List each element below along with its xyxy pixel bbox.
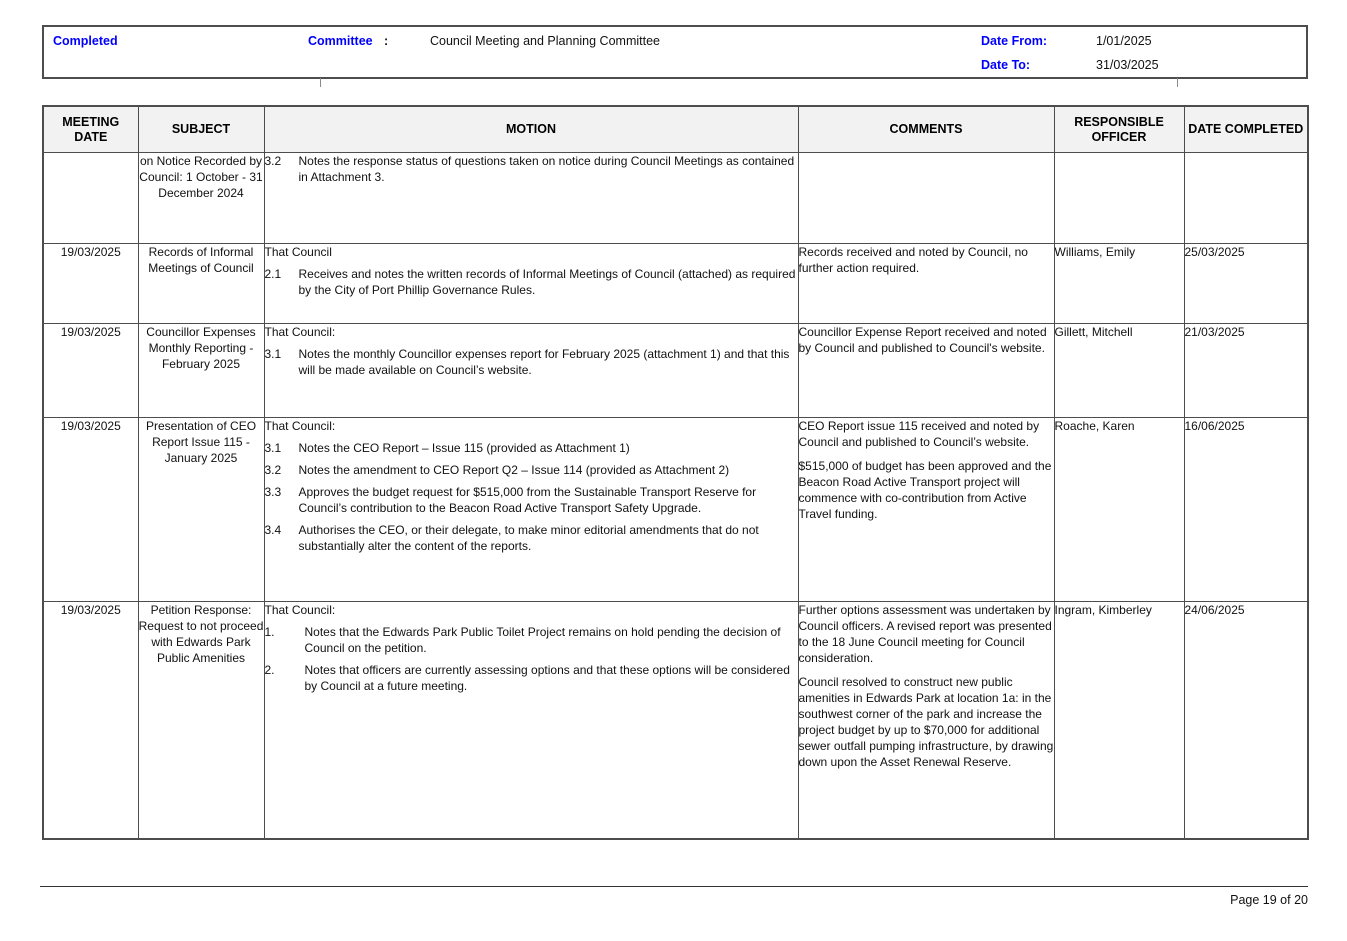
responsible-officer-cell: Gillett, Mitchell	[1054, 324, 1184, 418]
motion-item	[265, 522, 798, 554]
committee-value: Council Meeting and Planning Committee	[430, 34, 660, 48]
comments-cell	[798, 153, 1054, 244]
comment-paragraph: $515,000 of budget has been approved and the Beacon Road Active Transport project will commence with co-contribution from Active Travel funding.	[798, 459, 1052, 521]
responsible-officer-cell	[1054, 153, 1184, 244]
column-header: SUBJECT	[138, 106, 264, 153]
table-row	[43, 244, 1308, 324]
motion-intro: That Council:	[264, 603, 336, 617]
responsible-officer-cell: Ingram, Kimberley	[1054, 602, 1184, 839]
comment-paragraph: Council resolved to construct new public amenities in Edwards Park at location 1a: in the southwest corner of the park and increase the project budget by up to $70,000 for additional sewer outfall pumping infrastructure, by drawing down upon the Asset Renewal Reserve.	[798, 675, 1054, 769]
motion-intro: That Council	[264, 245, 332, 259]
motion-item	[265, 662, 798, 694]
date-from-label: Date From:	[981, 34, 1047, 48]
responsible-officer-cell: Williams, Emily	[1054, 244, 1184, 324]
column-header: RESPONSIBLE OFFICER	[1054, 106, 1184, 153]
motion-item	[265, 484, 798, 516]
comment-paragraph: CEO Report issue 115 received and noted by Council and published to Council’s website.	[798, 419, 1040, 449]
motion-cell	[264, 418, 798, 602]
subject-cell: Councillor Expenses Monthly Reporting - February 2025	[138, 324, 264, 418]
comment-paragraph: Councillor Expense Report received and noted by Council and published to Council's website.	[798, 325, 1047, 355]
motion-item	[265, 266, 798, 298]
divider-tick	[1177, 78, 1178, 87]
table-row	[43, 153, 1308, 244]
motion-item-number: 1.	[264, 625, 275, 639]
responsible-officer-cell: Roache, Karen	[1054, 418, 1184, 602]
date-to-label: Date To:	[981, 58, 1031, 72]
motion-intro: That Council:	[264, 419, 336, 433]
meeting-date-cell: 19/03/2025	[43, 418, 138, 602]
subject-cell: Records of Informal Meetings of Council	[138, 244, 264, 324]
motion-cell	[264, 324, 798, 418]
motion-item-text: Notes that the Edwards Park Public Toilet Project remains on hold pending the decision of Council on the petition.	[304, 625, 781, 655]
table-row	[43, 324, 1308, 418]
subject-cell: Presentation of CEO Report Issue 115 - January 2025	[138, 418, 264, 602]
date-completed-cell: 16/06/2025	[1184, 418, 1308, 602]
motion-item-text: Authorises the CEO, or their delegate, to make minor editorial amendments that do not substantially alter the content of the reports.	[298, 523, 759, 553]
motion-cell	[264, 153, 798, 244]
motion-item-number: 3.2	[264, 463, 282, 477]
meeting-date-cell: 19/03/2025	[43, 324, 138, 418]
motion-item	[265, 624, 798, 656]
motion-item-number: 3.1	[264, 441, 282, 455]
motion-item-text: Notes the amendment to CEO Report Q2 – Issue 114 (provided as Attachment 2)	[298, 463, 730, 477]
column-header: DATE COMPLETED	[1184, 106, 1308, 153]
meeting-date-cell: 19/03/2025	[43, 602, 138, 839]
comment-paragraph: Records received and noted by Council, no further action required.	[798, 245, 1028, 275]
date-completed-cell: 25/03/2025	[1184, 244, 1308, 324]
comments-cell	[798, 244, 1054, 324]
motion-item	[265, 440, 798, 456]
comment-paragraph: Further options assessment was undertaken by Council officers. A revised report was presented to the 18 June Council meeting for Council consideration.	[798, 603, 1052, 665]
footer-rule	[40, 886, 1308, 887]
subject-cell: on Notice Recorded by Council: 1 October - 31 December 2024	[138, 153, 264, 244]
motion-cell	[264, 244, 798, 324]
filter-header-box	[42, 25, 1308, 79]
motion-item-text: Notes the response status of questions taken on notice during Council Meetings as contained in Attachment 3.	[298, 154, 795, 184]
subject-cell: Petition Response: Request to not proceed with Edwards Park Public Amenities	[138, 602, 264, 839]
comments-cell	[798, 418, 1054, 602]
motion-cell	[264, 602, 798, 839]
date-from-value: 1/01/2025	[1096, 34, 1152, 48]
table-row	[43, 602, 1308, 839]
table-row	[43, 418, 1308, 602]
motion-item-text: Approves the budget request for $515,000 from the Sustainable Transport Reserve for Council’s contribution to the Beacon Road Active Transport Safety Upgrade.	[298, 485, 757, 515]
motion-item-number: 3.2	[264, 154, 282, 168]
motion-item-number: 2.	[264, 663, 275, 677]
comments-cell	[798, 602, 1054, 839]
comments-cell	[798, 324, 1054, 418]
motion-item	[265, 346, 798, 378]
motion-item-text: Notes that officers are currently assessing options and that these options will be considered by Council at a future meeting.	[304, 663, 790, 693]
motion-item	[265, 462, 798, 478]
column-header: MEETING DATE	[43, 106, 138, 153]
column-header: MOTION	[264, 106, 798, 153]
motion-item	[265, 153, 798, 185]
motion-item-text: Receives and notes the written records of Informal Meetings of Council (attached) as required by the City of Port Phillip Governance Rules.	[298, 267, 796, 297]
motion-item-number: 3.3	[264, 485, 282, 499]
committee-label: Committee	[308, 34, 373, 48]
table-header-row	[43, 106, 1308, 153]
date-to-value: 31/03/2025	[1096, 58, 1159, 72]
motion-item-text: Notes the CEO Report – Issue 115 (provided as Attachment 1)	[298, 441, 630, 455]
meeting-date-cell	[43, 153, 138, 244]
meeting-date-cell: 19/03/2025	[43, 244, 138, 324]
motion-item-number: 3.1	[264, 347, 282, 361]
date-completed-cell	[1184, 153, 1308, 244]
completed-actions-table	[42, 105, 1309, 840]
table-body	[43, 153, 1308, 839]
date-completed-cell: 24/06/2025	[1184, 602, 1308, 839]
motion-intro: That Council:	[264, 325, 336, 339]
header-row	[43, 106, 1308, 153]
status-filter-label: Completed	[53, 34, 118, 48]
committee-label-colon: :	[384, 34, 389, 48]
motion-item-number: 2.1	[264, 267, 282, 281]
divider-tick	[320, 78, 321, 87]
page-number: Page 19 of 20	[1230, 893, 1308, 907]
column-header: COMMENTS	[798, 106, 1054, 153]
date-completed-cell: 21/03/2025	[1184, 324, 1308, 418]
motion-item-number: 3.4	[264, 523, 282, 537]
motion-item-text: Notes the monthly Councillor expenses report for February 2025 (attachment 1) and that this will be made available on Council’s website.	[298, 347, 790, 377]
